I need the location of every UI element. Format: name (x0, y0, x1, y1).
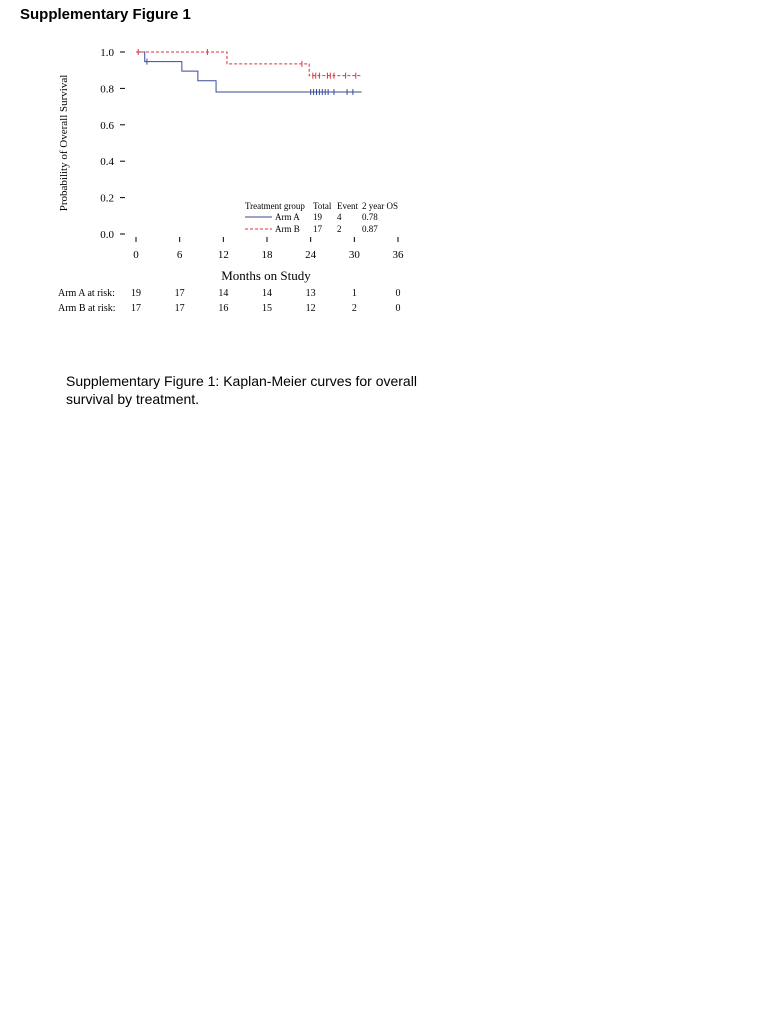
legend-event: 4 (337, 212, 342, 222)
legend-label: Arm B (275, 224, 300, 234)
x-axis (133, 237, 404, 261)
survival-curve-arm-b (136, 52, 362, 76)
y-tick-label: 0.4 (100, 156, 114, 169)
at-risk-value: 17 (174, 303, 185, 314)
legend-header-cell: Event (337, 201, 358, 211)
x-tick-label: 36 (392, 249, 404, 261)
at-risk-value: 15 (262, 303, 272, 314)
at-risk-value: 2 (351, 303, 357, 314)
legend-label: Arm A (275, 212, 300, 222)
legend-header-cell: 2 year OS (362, 201, 398, 211)
figure-caption: Supplementary Figure 1: Kaplan-Meier curves for overall survival by treatment. (66, 373, 417, 407)
x-tick-label: 18 (261, 249, 273, 261)
y-axis (100, 47, 125, 241)
x-tick-label: 30 (348, 249, 360, 261)
at-risk-value: 0 (395, 303, 401, 314)
y-tick-label: 0.0 (100, 229, 114, 241)
at-risk-label: Arm B at risk: (58, 303, 116, 314)
legend-total: 19 (313, 212, 322, 222)
km-survival-chart (0, 0, 770, 360)
x-tick-label: 0 (133, 249, 139, 261)
y-tick-label: 1.0 (100, 47, 114, 59)
at-risk-value: 16 (218, 303, 229, 314)
y-tick-label: 0.2 (100, 192, 114, 205)
legend (245, 201, 398, 234)
x-tick-label: 24 (305, 249, 317, 261)
survival-curve-arm-a (136, 52, 362, 92)
legend-header-cell: Total (313, 201, 332, 211)
x-axis-label: Months on Study (221, 268, 311, 283)
y-tick-label: 0.6 (100, 119, 114, 132)
y-tick-label: 0.8 (100, 83, 114, 96)
legend-os: 0.87 (362, 224, 378, 234)
at-risk-value: 1 (351, 288, 357, 299)
legend-header-cell: Treatment group (245, 201, 305, 211)
at-risk-value: 14 (218, 288, 229, 299)
at-risk-value: 19 (131, 288, 141, 299)
legend-event: 2 (337, 224, 342, 234)
at-risk-value: 12 (305, 303, 316, 314)
at-risk-value: 17 (131, 303, 141, 314)
at-risk-value: 13 (305, 288, 316, 299)
legend-os: 0.78 (362, 212, 378, 222)
legend-total: 17 (313, 224, 322, 234)
at-risk-table (58, 288, 401, 314)
x-tick-label: 6 (176, 249, 183, 261)
at-risk-value: 0 (395, 288, 401, 299)
y-axis-label: Probability of Overall Survival (58, 74, 70, 212)
at-risk-label: Arm A at risk: (58, 288, 115, 299)
page-title: Supplementary Figure 1 (20, 6, 191, 23)
survival-curves (136, 49, 362, 95)
at-risk-value: 17 (174, 288, 185, 299)
at-risk-value: 14 (262, 288, 272, 299)
x-tick-label: 12 (217, 249, 229, 261)
